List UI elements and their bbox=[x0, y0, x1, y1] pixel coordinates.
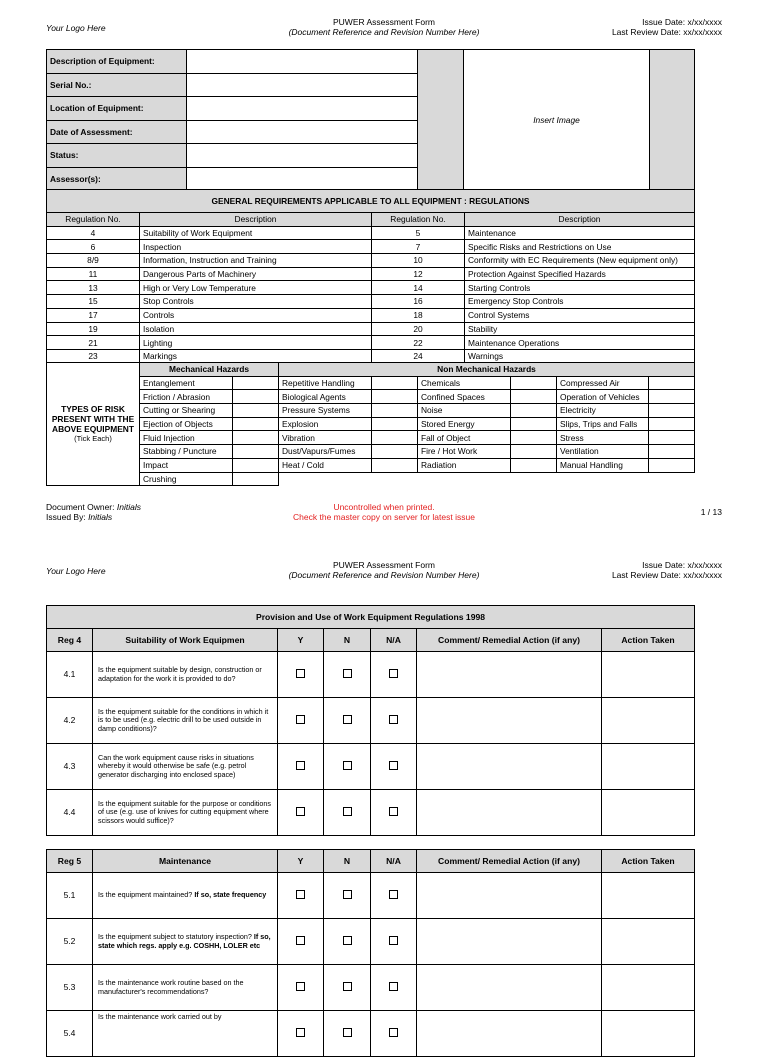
tick-box[interactable] bbox=[511, 445, 557, 459]
form-title: PUWER Assessment Form bbox=[332, 560, 436, 570]
table-row bbox=[47, 744, 695, 790]
hazard-label: Ventilation bbox=[557, 445, 649, 459]
reg-desc: Isolation bbox=[140, 322, 372, 336]
tick-box[interactable] bbox=[233, 417, 279, 431]
hazard-label: Stored Energy bbox=[418, 417, 511, 431]
table-row bbox=[47, 295, 695, 309]
hazard-label: Confined Spaces bbox=[418, 390, 511, 404]
issue-date: Issue Date: x/xx/xxxx bbox=[642, 560, 722, 570]
reg-desc: Maintenance Operations bbox=[465, 336, 695, 350]
col-description: Description bbox=[140, 213, 372, 227]
image-spacer-left bbox=[418, 50, 464, 191]
action-field[interactable] bbox=[602, 744, 695, 790]
checkbox-yes[interactable] bbox=[296, 982, 305, 991]
checkbox-na[interactable] bbox=[389, 1028, 398, 1037]
risk-types-heading: TYPES OF RISK PRESENT WITH THE ABOVE EQUIPMENT bbox=[51, 404, 135, 435]
hazard-label: Crushing bbox=[140, 472, 233, 486]
reg-desc: Emergency Stop Controls bbox=[465, 295, 695, 309]
table-row bbox=[47, 698, 695, 744]
hazard-label: Stabbing / Puncture bbox=[140, 445, 233, 459]
checkbox-na[interactable] bbox=[389, 715, 398, 724]
reg5-table bbox=[46, 849, 695, 1057]
table-row bbox=[47, 965, 695, 1011]
checkbox-no[interactable] bbox=[343, 715, 352, 724]
checkbox-no[interactable] bbox=[343, 669, 352, 678]
tick-box[interactable] bbox=[233, 445, 279, 459]
owner-value: Initials bbox=[116, 502, 141, 512]
tick-box[interactable] bbox=[649, 390, 695, 404]
reg-no: 21 bbox=[47, 336, 140, 350]
checkbox-yes[interactable] bbox=[296, 761, 305, 770]
warning-line-1: Uncontrolled when printed. bbox=[333, 502, 435, 512]
reg-no: 4 bbox=[47, 226, 140, 240]
hazard-label: Electricity bbox=[557, 404, 649, 418]
doc-header-dates bbox=[502, 17, 722, 37]
tick-each-note: (Tick Each) bbox=[74, 434, 112, 444]
comment-field[interactable] bbox=[417, 919, 602, 965]
col-yes: Y bbox=[278, 850, 324, 873]
tick-box[interactable] bbox=[372, 431, 418, 445]
question-text-main: Is the equipment maintained? bbox=[98, 890, 193, 900]
col-comment: Comment/ Remedial Action (if any) bbox=[417, 629, 602, 652]
page-number: 1 / 13 bbox=[700, 507, 722, 517]
reg-desc: Information, Instruction and Training bbox=[140, 254, 372, 268]
description-field[interactable] bbox=[187, 50, 418, 74]
checkbox-no[interactable] bbox=[343, 890, 352, 899]
reg-no: 19 bbox=[47, 322, 140, 336]
non-mechanical-hazards-header: Non Mechanical Hazards bbox=[279, 363, 695, 377]
reg-desc: Dangerous Parts of Machinery bbox=[140, 267, 372, 281]
equipment-info-table bbox=[46, 49, 695, 191]
table-row bbox=[47, 226, 695, 240]
risk-types-label bbox=[47, 363, 140, 486]
table-row bbox=[47, 281, 695, 295]
reg-title-header: Suitability of Work Equipmen bbox=[93, 629, 278, 652]
comment-field[interactable] bbox=[417, 873, 602, 919]
col-na: N/A bbox=[371, 850, 417, 873]
reg-number-header: Reg 4 bbox=[47, 629, 93, 652]
table-row bbox=[47, 240, 695, 254]
hazard-label: Stress bbox=[557, 431, 649, 445]
reg-no: 5 bbox=[372, 226, 465, 240]
doc-header-dates bbox=[502, 560, 722, 580]
hazard-label: Explosion bbox=[279, 417, 372, 431]
checkbox-na[interactable] bbox=[389, 890, 398, 899]
tick-box[interactable] bbox=[649, 445, 695, 459]
question-text: Is the equipment suitable for the purpose or conditions of use (e.g. use of knives for cutting equipment where scissors would suffice)? bbox=[93, 790, 278, 836]
table-row bbox=[47, 472, 695, 486]
col-comment: Comment/ Remedial Action (if any) bbox=[417, 850, 602, 873]
logo-placeholder: Your Logo Here bbox=[46, 566, 106, 576]
table-row bbox=[47, 322, 695, 336]
assessor-field[interactable] bbox=[187, 167, 418, 191]
question-text bbox=[93, 919, 278, 965]
action-field[interactable] bbox=[602, 873, 695, 919]
checkbox-na[interactable] bbox=[389, 982, 398, 991]
question-number: 4.3 bbox=[47, 744, 93, 790]
table-row bbox=[47, 919, 695, 965]
reg-no: 24 bbox=[372, 349, 465, 363]
action-field[interactable] bbox=[602, 652, 695, 698]
reg-desc: Controls bbox=[140, 308, 372, 322]
hazard-label: Pressure Systems bbox=[279, 404, 372, 418]
hazard-label: Repetitive Handling bbox=[279, 376, 372, 390]
section-title: Provision and Use of Work Equipment Regulations 1998 bbox=[47, 606, 695, 629]
table-row bbox=[47, 349, 695, 363]
hazard-label: Friction / Abrasion bbox=[140, 390, 233, 404]
mechanical-hazards-header: Mechanical Hazards bbox=[140, 363, 279, 377]
hazard-label: Fire / Hot Work bbox=[418, 445, 511, 459]
table-row bbox=[47, 254, 695, 268]
hazard-label: Impact bbox=[140, 458, 233, 472]
comment-field[interactable] bbox=[417, 744, 602, 790]
hazard-label: Compressed Air bbox=[557, 376, 649, 390]
col-no: N bbox=[324, 629, 371, 652]
tick-box[interactable] bbox=[649, 431, 695, 445]
warning-line-2: Check the master copy on server for latest issue bbox=[293, 512, 475, 522]
col-yes: Y bbox=[278, 629, 324, 652]
tick-box[interactable] bbox=[649, 404, 695, 418]
reg-desc: Protection Against Specified Hazards bbox=[465, 267, 695, 281]
tick-box[interactable] bbox=[649, 458, 695, 472]
reg-no: 17 bbox=[47, 308, 140, 322]
reg-desc: Conformity with EC Requirements (New equipment only) bbox=[465, 254, 695, 268]
table-row bbox=[47, 404, 695, 418]
tick-box[interactable] bbox=[511, 417, 557, 431]
col-action: Action Taken bbox=[602, 850, 695, 873]
hazard-label: Operation of Vehicles bbox=[557, 390, 649, 404]
checkbox-na[interactable] bbox=[389, 807, 398, 816]
checkbox-yes[interactable] bbox=[296, 936, 305, 945]
action-field[interactable] bbox=[602, 790, 695, 836]
hazard-label: Heat / Cold bbox=[279, 458, 372, 472]
doc-reference: (Document Reference and Revision Number Here) bbox=[288, 27, 480, 37]
comment-field[interactable] bbox=[417, 790, 602, 836]
reg-desc: Suitability of Work Equipment bbox=[140, 226, 372, 240]
question-number: 5.4 bbox=[47, 1011, 93, 1057]
assessor-label: Assessor(s): bbox=[47, 167, 187, 191]
reg-no: 8/9 bbox=[47, 254, 140, 268]
reg-no: 20 bbox=[372, 322, 465, 336]
reg-desc: Maintenance bbox=[465, 226, 695, 240]
footer-left bbox=[46, 502, 141, 522]
reg-no: 7 bbox=[372, 240, 465, 254]
reg-no: 11 bbox=[47, 267, 140, 281]
review-date: Last Review Date: xx/xx/xxxx bbox=[611, 570, 722, 580]
checkbox-yes[interactable] bbox=[296, 807, 305, 816]
tick-box[interactable] bbox=[649, 417, 695, 431]
checkbox-yes[interactable] bbox=[296, 715, 305, 724]
col-description: Description bbox=[465, 213, 695, 227]
reg-no: 23 bbox=[47, 349, 140, 363]
reg-desc: Inspection bbox=[140, 240, 372, 254]
reg-title-header: Maintenance bbox=[93, 850, 278, 873]
reg-desc: Markings bbox=[140, 349, 372, 363]
hazard-label: Fall of Object bbox=[418, 431, 511, 445]
checkbox-na[interactable] bbox=[389, 936, 398, 945]
issued-value: Initials bbox=[88, 512, 113, 522]
reg-no: 10 bbox=[372, 254, 465, 268]
tick-box[interactable] bbox=[372, 376, 418, 390]
checkbox-yes[interactable] bbox=[296, 890, 305, 899]
issued-label: Issued By: bbox=[46, 512, 86, 522]
location-label: Location of Equipment: bbox=[47, 97, 187, 121]
question-number: 4.1 bbox=[47, 652, 93, 698]
reg-desc: Lighting bbox=[140, 336, 372, 350]
reg-no: 22 bbox=[372, 336, 465, 350]
general-requirements-title: GENERAL REQUIREMENTS APPLICABLE TO ALL EQUIPMENT : REGULATIONS bbox=[47, 190, 695, 213]
table-row bbox=[47, 376, 695, 390]
col-no: N bbox=[324, 850, 371, 873]
checkbox-no[interactable] bbox=[343, 936, 352, 945]
reg-no: 15 bbox=[47, 295, 140, 309]
date-field[interactable] bbox=[187, 120, 418, 144]
tick-box[interactable] bbox=[372, 445, 418, 459]
table-row bbox=[47, 1011, 695, 1057]
serial-field[interactable] bbox=[187, 73, 418, 97]
tick-box[interactable] bbox=[233, 404, 279, 418]
reg-no: 6 bbox=[47, 240, 140, 254]
table-row bbox=[47, 652, 695, 698]
logo-placeholder: Your Logo Here bbox=[46, 23, 106, 33]
col-regulation-no: Regulation No. bbox=[47, 213, 140, 227]
tick-box[interactable] bbox=[372, 458, 418, 472]
general-requirements-table bbox=[46, 189, 695, 364]
table-row bbox=[47, 390, 695, 404]
reg-desc: Specific Risks and Restrictions on Use bbox=[465, 240, 695, 254]
doc-reference: (Document Reference and Revision Number Here) bbox=[288, 570, 480, 580]
question-text-bold: If so, state which regs. apply e.g. COSHH, LOLER etc bbox=[98, 931, 271, 950]
hazard-label: Chemicals bbox=[418, 376, 511, 390]
question-text-bold: If so, state frequency bbox=[194, 890, 267, 900]
question-text bbox=[93, 873, 278, 919]
table-row bbox=[47, 873, 695, 919]
tick-box[interactable] bbox=[511, 431, 557, 445]
uncontrolled-warning bbox=[234, 502, 534, 522]
question-number: 5.2 bbox=[47, 919, 93, 965]
table-row bbox=[47, 458, 695, 472]
hazard-label: Vibration bbox=[279, 431, 372, 445]
risk-types-table bbox=[46, 362, 695, 486]
action-field[interactable] bbox=[602, 919, 695, 965]
form-title: PUWER Assessment Form bbox=[332, 17, 436, 27]
tick-box[interactable] bbox=[372, 390, 418, 404]
col-na: N/A bbox=[371, 629, 417, 652]
checkbox-no[interactable] bbox=[343, 982, 352, 991]
action-field[interactable] bbox=[602, 698, 695, 744]
question-text-main: Is the equipment subject to statutory inspection? bbox=[98, 931, 252, 941]
hazard-label: Cutting or Shearing bbox=[140, 404, 233, 418]
reg-desc: Stability bbox=[465, 322, 695, 336]
status-field[interactable] bbox=[187, 144, 418, 168]
checkbox-na[interactable] bbox=[389, 761, 398, 770]
serial-label: Serial No.: bbox=[47, 73, 187, 97]
table-row bbox=[47, 336, 695, 350]
tick-box[interactable] bbox=[233, 472, 279, 486]
tick-box[interactable] bbox=[372, 417, 418, 431]
hazard-label: Ejection of Objects bbox=[140, 417, 233, 431]
tick-box[interactable] bbox=[233, 376, 279, 390]
hazard-label: Fluid Injection bbox=[140, 431, 233, 445]
comment-field[interactable] bbox=[417, 698, 602, 744]
reg4-table bbox=[46, 605, 695, 836]
reg-desc: Control Systems bbox=[465, 308, 695, 322]
question-text: Can the work equipment cause risks in situations whereby it would otherwise be safe (e.g. petrol generator discharging into enclosed space) bbox=[93, 744, 278, 790]
checkbox-no[interactable] bbox=[343, 807, 352, 816]
hazard-label: Manual Handling bbox=[557, 458, 649, 472]
reg-no: 14 bbox=[372, 281, 465, 295]
reg-no: 18 bbox=[372, 308, 465, 322]
tick-box[interactable] bbox=[511, 458, 557, 472]
image-spacer-right bbox=[650, 50, 695, 191]
insert-image-area[interactable]: Insert Image bbox=[464, 50, 650, 191]
checkbox-no[interactable] bbox=[343, 761, 352, 770]
reg-no: 16 bbox=[372, 295, 465, 309]
checkbox-yes[interactable] bbox=[296, 669, 305, 678]
tick-box[interactable] bbox=[511, 376, 557, 390]
tick-box[interactable] bbox=[511, 390, 557, 404]
question-number: 4.2 bbox=[47, 698, 93, 744]
hazard-label: Noise bbox=[418, 404, 511, 418]
table-row bbox=[47, 431, 695, 445]
checkbox-na[interactable] bbox=[389, 669, 398, 678]
tick-box[interactable] bbox=[233, 390, 279, 404]
question-text: Is the maintenance work carried out by bbox=[93, 1011, 278, 1057]
col-action: Action Taken bbox=[602, 629, 695, 652]
reg-desc: Starting Controls bbox=[465, 281, 695, 295]
doc-header-center bbox=[234, 560, 534, 580]
doc-header-center bbox=[234, 17, 534, 37]
action-field[interactable] bbox=[602, 1011, 695, 1057]
reg-no: 12 bbox=[372, 267, 465, 281]
question-text: Is the equipment suitable for the conditions in which it is to be used (e.g. electric drill to be used outside in damp conditions)? bbox=[93, 698, 278, 744]
empty-cell bbox=[279, 472, 695, 486]
tick-box[interactable] bbox=[649, 376, 695, 390]
owner-label: Document Owner: bbox=[46, 502, 115, 512]
reg-number-header: Reg 5 bbox=[47, 850, 93, 873]
hazard-label: Slips, Trips and Falls bbox=[557, 417, 649, 431]
question-text: Is the equipment suitable by design, construction or adaptation for the work it is provided to do? bbox=[93, 652, 278, 698]
status-label: Status: bbox=[47, 144, 187, 168]
table-row bbox=[47, 790, 695, 836]
col-regulation-no: Regulation No. bbox=[372, 213, 465, 227]
hazard-label: Biological Agents bbox=[279, 390, 372, 404]
review-date: Last Review Date: xx/xx/xxxx bbox=[611, 27, 722, 37]
location-field[interactable] bbox=[187, 97, 418, 121]
table-row bbox=[47, 417, 695, 431]
table-row bbox=[47, 445, 695, 459]
table-row bbox=[47, 267, 695, 281]
comment-field[interactable] bbox=[417, 652, 602, 698]
reg-desc: High or Very Low Temperature bbox=[140, 281, 372, 295]
tick-box[interactable] bbox=[372, 404, 418, 418]
tick-box[interactable] bbox=[511, 404, 557, 418]
table-row bbox=[47, 308, 695, 322]
hazard-label: Entanglement bbox=[140, 376, 233, 390]
issue-date: Issue Date: x/xx/xxxx bbox=[642, 17, 722, 27]
reg-no: 13 bbox=[47, 281, 140, 295]
hazard-label: Radiation bbox=[418, 458, 511, 472]
question-number: 5.1 bbox=[47, 873, 93, 919]
hazard-label: Dust/Vapurs/Fumes bbox=[279, 445, 372, 459]
reg-desc: Warnings bbox=[465, 349, 695, 363]
question-text: Is the maintenance work routine based on the manufacturer's recommendations? bbox=[93, 965, 278, 1011]
comment-field[interactable] bbox=[417, 1011, 602, 1057]
date-label: Date of Assessment: bbox=[47, 120, 187, 144]
reg-desc: Stop Controls bbox=[140, 295, 372, 309]
description-label: Description of Equipment: bbox=[47, 50, 187, 74]
tick-box[interactable] bbox=[233, 431, 279, 445]
question-number: 5.3 bbox=[47, 965, 93, 1011]
tick-box[interactable] bbox=[233, 458, 279, 472]
question-number: 4.4 bbox=[47, 790, 93, 836]
checkbox-no[interactable] bbox=[343, 1028, 352, 1037]
comment-field[interactable] bbox=[417, 965, 602, 1011]
checkbox-yes[interactable] bbox=[296, 1028, 305, 1037]
action-field[interactable] bbox=[602, 965, 695, 1011]
